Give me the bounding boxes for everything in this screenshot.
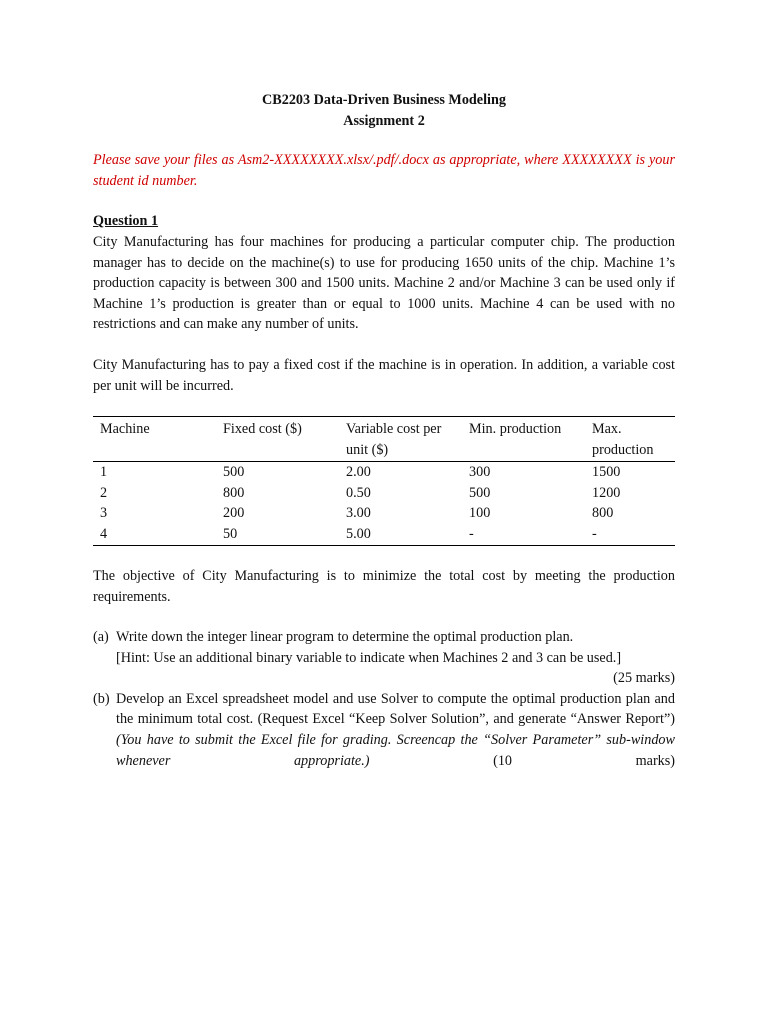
assignment-title: Assignment 2 — [343, 112, 425, 129]
part-a-marks: (25 marks) — [613, 670, 675, 687]
table-cell: - — [592, 526, 597, 543]
table-cell: 3 — [100, 505, 108, 522]
col-header-min-production: Min. production — [462, 417, 585, 462]
table-cell: 2 — [100, 484, 108, 501]
question-paragraph-3: The objective of City Manufacturing is to minimize the total cost by meeting the production requirements. — [93, 567, 675, 605]
document-page — [93, 90, 675, 771]
question-parts — [93, 627, 675, 771]
table-cell: 500 — [223, 463, 245, 480]
part-b-marks: (10 marks) — [493, 752, 676, 769]
part-a-text: Write down the integer linear program to determine the optimal production plan. — [116, 629, 574, 646]
machine-cost-table — [93, 416, 675, 546]
table-row — [93, 461, 675, 482]
part-b-italic-note: (You have to submit the Excel file for grading. Screencap the “Solver Parameter” sub-window whenever appropriate.) — [116, 732, 675, 769]
table-cell: 100 — [469, 505, 491, 522]
table-cell: 3.00 — [346, 505, 371, 522]
question-paragraph-2: City Manufacturing has to pay a fixed cost if the machine is in operation. In addition, a variable cost per unit will be incurred. — [93, 356, 675, 394]
table-cell: 5.00 — [346, 526, 371, 543]
question-paragraph-1: City Manufacturing has four machines for producing a particular computer chip. The production manager has to decide on the machine(s) to use for producing 1650 units of the chip. Machine 1’s production capacity is between 300 and 1500 units. Machine 2 and/or Machine 3 can be used only if Machine 1’s production is greater than or equal to 1000 units. Machine 4 can be used with no restrictions and can make any number of units. — [93, 233, 675, 333]
part-a — [93, 627, 675, 689]
course-title: CB2203 Data-Driven Business Modeling — [262, 92, 506, 108]
part-a-hint: [Hint: Use an additional binary variable to indicate when Machines 2 and 3 can be used.] — [116, 649, 622, 666]
table-cell: 500 — [469, 484, 491, 501]
part-a-label: (a) — [93, 629, 109, 646]
table-cell: 50 — [223, 526, 238, 543]
table-cell: 0.50 — [346, 484, 371, 501]
table-cell: - — [469, 526, 474, 543]
table-cell: 800 — [223, 484, 245, 501]
table-header-row — [93, 417, 675, 462]
col-header-max-production: Max. production — [585, 417, 675, 462]
table-cell: 1200 — [592, 484, 621, 501]
table-row — [93, 483, 675, 504]
file-naming-notice: Please save your files as Asm2-XXXXXXXX.xlsx/.pdf/.docx as appropriate, where XXXXXXXX is your student id number. — [93, 152, 675, 189]
table-cell: 1 — [100, 463, 108, 480]
table-row — [93, 503, 675, 524]
table-row — [93, 524, 675, 545]
table-cell: 1500 — [592, 463, 621, 480]
part-b-text: Develop an Excel spreadsheet model and use Solver to compute the optimal production plan and the minimum total cost. (Request Excel “Keep Solver Solution”, and generate “Answer Report”) — [116, 690, 675, 728]
part-b-label: (b) — [93, 690, 110, 707]
col-header-fixed-cost: Fixed cost ($) — [216, 417, 339, 462]
col-header-machine: Machine — [93, 417, 216, 462]
table-cell: 300 — [469, 463, 491, 480]
table-cell: 2.00 — [346, 463, 371, 480]
table-cell: 800 — [592, 505, 614, 522]
col-header-variable-cost: Variable cost per unit ($) — [339, 417, 462, 462]
table-cell: 200 — [223, 505, 245, 522]
question-heading: Question 1 — [93, 213, 159, 230]
part-b — [93, 689, 675, 771]
table-cell: 4 — [100, 526, 108, 543]
